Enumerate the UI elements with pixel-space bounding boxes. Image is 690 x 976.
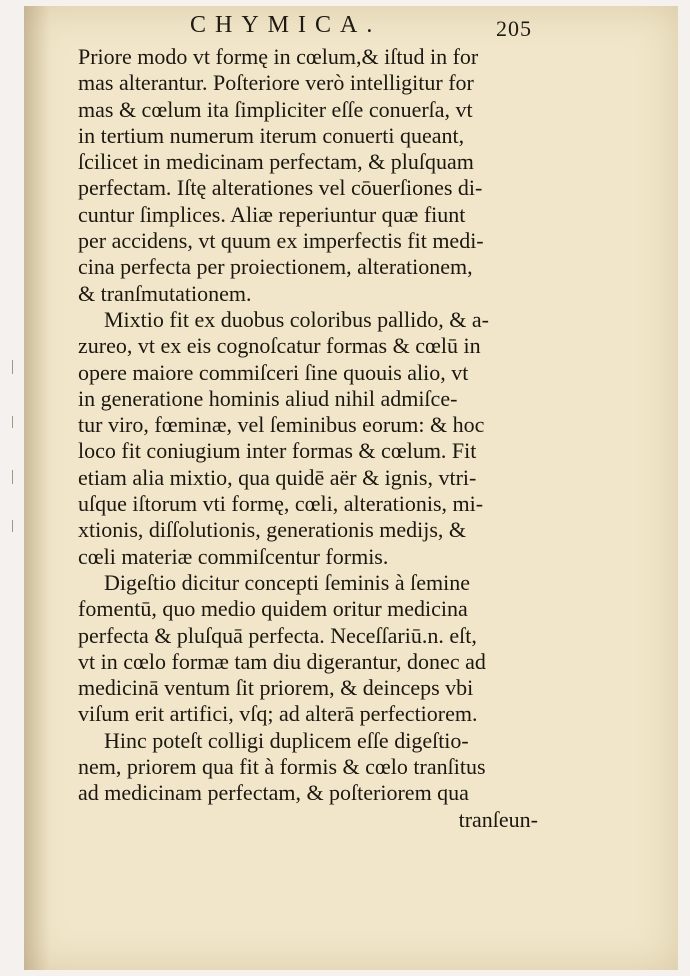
text-line: nem, priorem qua fit à formis & cœlo tranſitus [78,754,486,780]
margin-show-through-mark [12,416,13,428]
text-line: viſum erit artifici, vſq; ad alterā perfectiorem. [78,701,478,727]
text-line: tur viro, fœminæ, vel ſeminibus eorum: & hoc [78,412,485,438]
page-gutter-shadow [24,6,50,970]
margin-show-through-mark [12,360,13,374]
text-line: loco fit coniugium inter formas & cœlum. Fit [78,438,477,464]
text-line: medicinā ventum ſit priorem, & deinceps vbi [78,675,474,701]
text-line: opere maiore commiſceri ſine quouis alio, vt [78,359,469,385]
text-line: zureo, vt ex eis cognoſcatur formas & cœlū in [78,333,481,359]
text-line: in tertium numerum iterum conuerti queant, [78,122,465,148]
text-line: ad medicinam perfectam, & poſteriorem qua [78,780,469,806]
page-number: 205 [496,16,532,41]
text-line: uſque iſtorum vti formę, cœli, alterationis, mi- [78,491,484,517]
text-line: cina perfecta per proiectionem, alterationem, [78,254,473,280]
text-line: cœli materiæ commiſcentur formis. [78,543,389,569]
text-line: cuntur ſimplices. Aliæ reperiuntur quæ fiunt [78,201,466,227]
text-line: per accidens, vt quum ex imperfectis fit medi- [78,228,484,254]
catchword: tranſeun- [458,806,538,832]
text-line: etiam alia mixtio, qua quidē aër & ignis, vtri- [78,464,477,490]
text-line: ſcilicet in medicinam perfectam, & pluſquam [78,149,474,175]
paragraph-first-line: Mixtio fit ex duobus coloribus pallido, & a- [104,306,489,332]
text-line: in generatione hominis aliud nihil admiſce- [78,385,458,411]
text-line: perfecta & pluſquā perfecta. Neceſſariū.n. eſt, [78,622,477,648]
text-line: perfectam. Iſtę alterationes vel cōuerſiones di- [78,175,483,201]
paragraph-first-line: Digeſtio dicitur concepti ſeminis à ſemine [104,569,470,595]
body-text [78,44,538,833]
text-line: fomentū, quo medio quidem oritur medicina [78,596,468,622]
margin-show-through-mark [12,470,13,484]
text-line: & tranſmutationem. [78,280,252,306]
text-line: Priore modo vt formę in cœlum,& iſtud in for [78,44,479,69]
running-head: CHYMICA. [190,12,382,38]
text-line: xtionis, diſſolutionis, generationis medijs, & [78,517,467,543]
text-line: mas alterantur. Poſteriore verò intelligitur for [78,70,474,96]
text-line: vt in cœlo formæ tam diu digerantur, donec ad [78,648,486,674]
paragraph-first-line: Hinc poteſt colligi duplicem eſſe digeſtio- [104,727,469,753]
margin-show-through-mark [12,520,13,532]
text-line: mas & cœlum ita ſimpliciter eſſe conuerſa, vt [78,96,473,122]
